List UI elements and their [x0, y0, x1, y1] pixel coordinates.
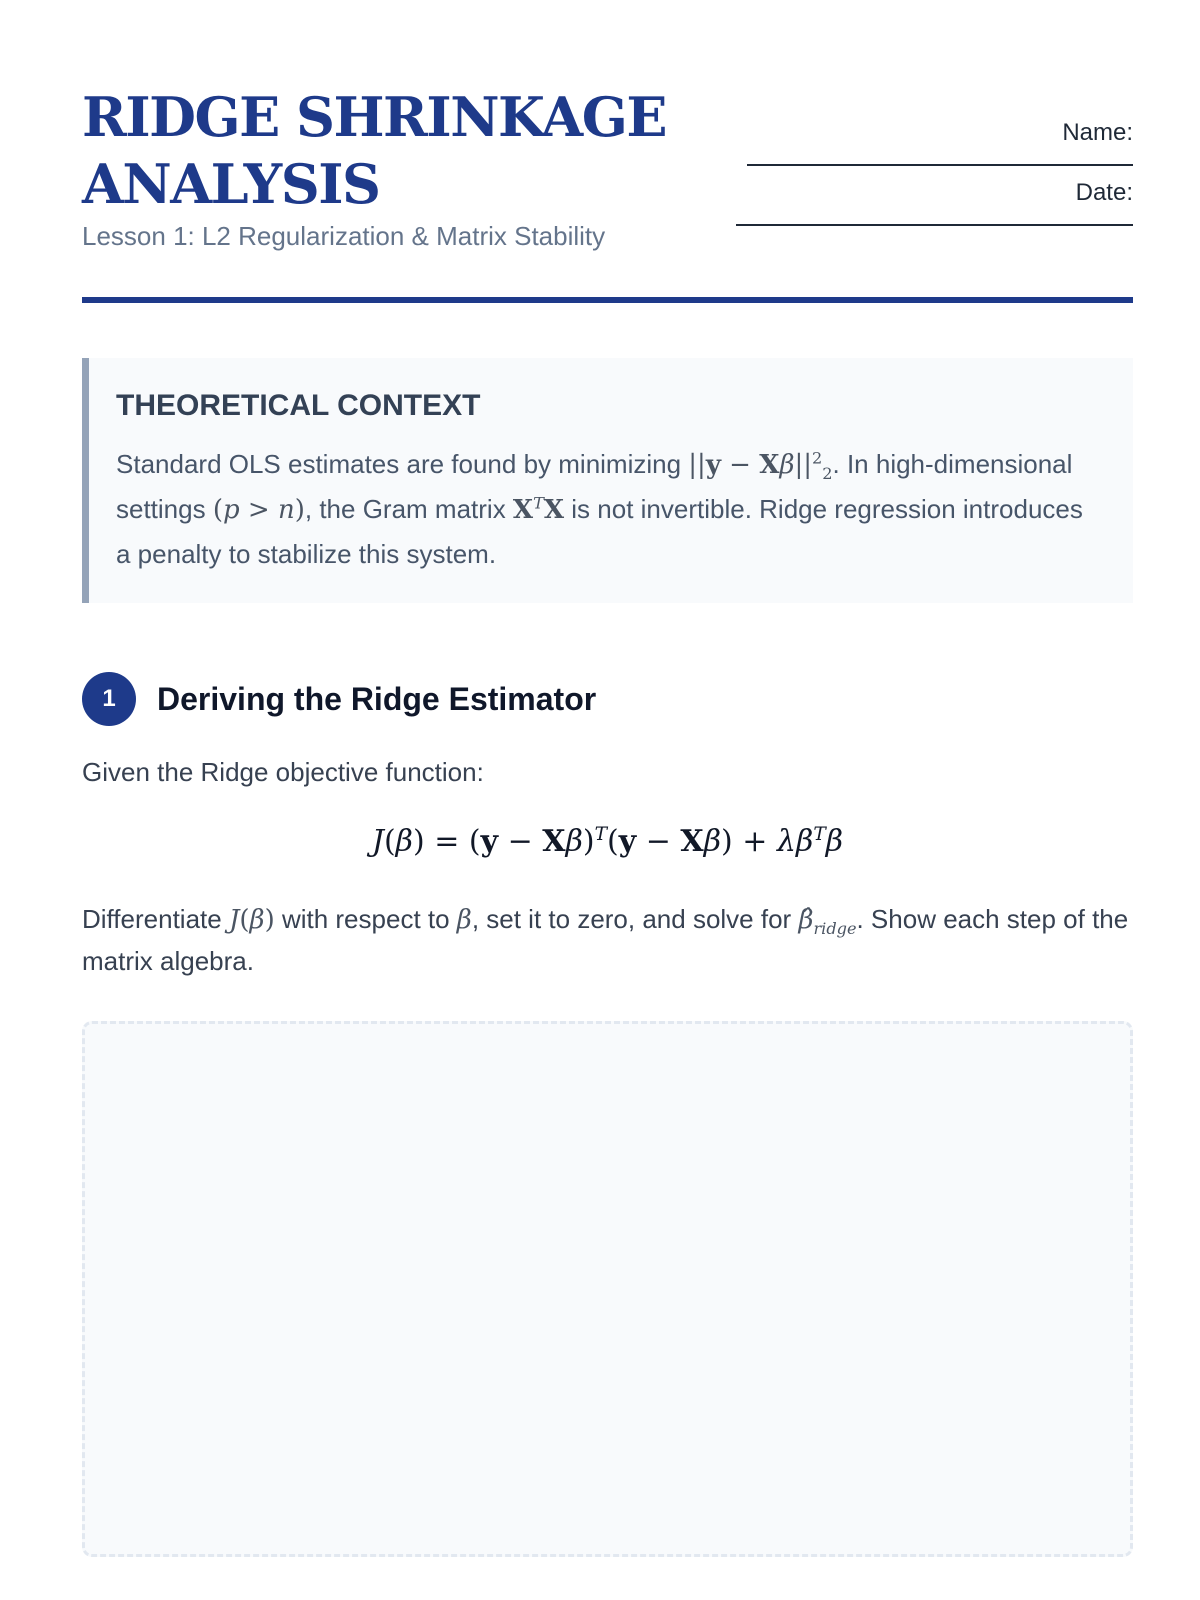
context-text-2: . In high-dimensional settings — [116, 449, 1073, 524]
dimension-condition-math: (p > n) — [212, 495, 305, 525]
date-line[interactable] — [736, 224, 1133, 226]
date-label: Date: — [1075, 179, 1133, 206]
context-text-1: Standard OLS estimates are found by minimizing — [116, 449, 689, 479]
given-text: Given the Ridge objective function: — [82, 757, 484, 787]
section-number-badge: 1 — [82, 672, 136, 726]
gram-matrix-math: $X^TX$ — [512, 493, 565, 525]
instruction-text-1: Differentiate — [82, 904, 229, 934]
theoretical-context-panel — [82, 358, 1133, 603]
context-heading: THEORETICAL CONTEXT — [116, 389, 481, 422]
context-text-3: , the Gram matrix — [304, 494, 513, 524]
name-label: Name: — [1062, 119, 1133, 146]
instruction-text-3: , set it to zero, and solve for — [471, 904, 799, 934]
beta-symbol-math: β — [456, 905, 472, 935]
section-title: Deriving the Ridge Estimator — [157, 680, 597, 717]
ols-objective-math: $||y - X\beta||^2_2$ — [688, 448, 833, 484]
worksheet-title: RIDGE SHRINKAGE ANALYSIS — [82, 85, 666, 216]
answer-workspace[interactable] — [82, 1021, 1133, 1557]
student-info — [713, 118, 1133, 226]
worksheet-page — [82, 0, 1133, 976]
objective-symbol-math: J — [228, 905, 240, 935]
context-text — [116, 442, 1093, 576]
instruction-text-4: . Show each step of the matrix algebra. — [82, 904, 1129, 976]
section-1-header — [82, 672, 596, 726]
name-line[interactable] — [747, 164, 1133, 166]
worksheet-header — [82, 0, 1133, 306]
context-text-4: is not invertible. Ridge regression introduces a penalty to stabilize this system. — [116, 494, 1083, 569]
beta-ridge-hat-math: $\betâ_{ridge}$ — [798, 905, 857, 939]
lesson-subtitle: Lesson 1: L2 Regularization & Matrix Stability — [82, 221, 606, 251]
ridge-objective-equation: $J(\beta) = (y - X\beta)^T(y - X\beta) + \lambda\beta^T\beta$ — [371, 824, 844, 859]
instruction-text-2: with respect to — [274, 904, 457, 934]
header-divider — [82, 297, 1133, 303]
instruction-text: Differentiate J(β) with respect to β, set it to zero, and solve for $\betâ_{ridge}$. Show each step of the matrix algebra. — [82, 904, 1129, 976]
